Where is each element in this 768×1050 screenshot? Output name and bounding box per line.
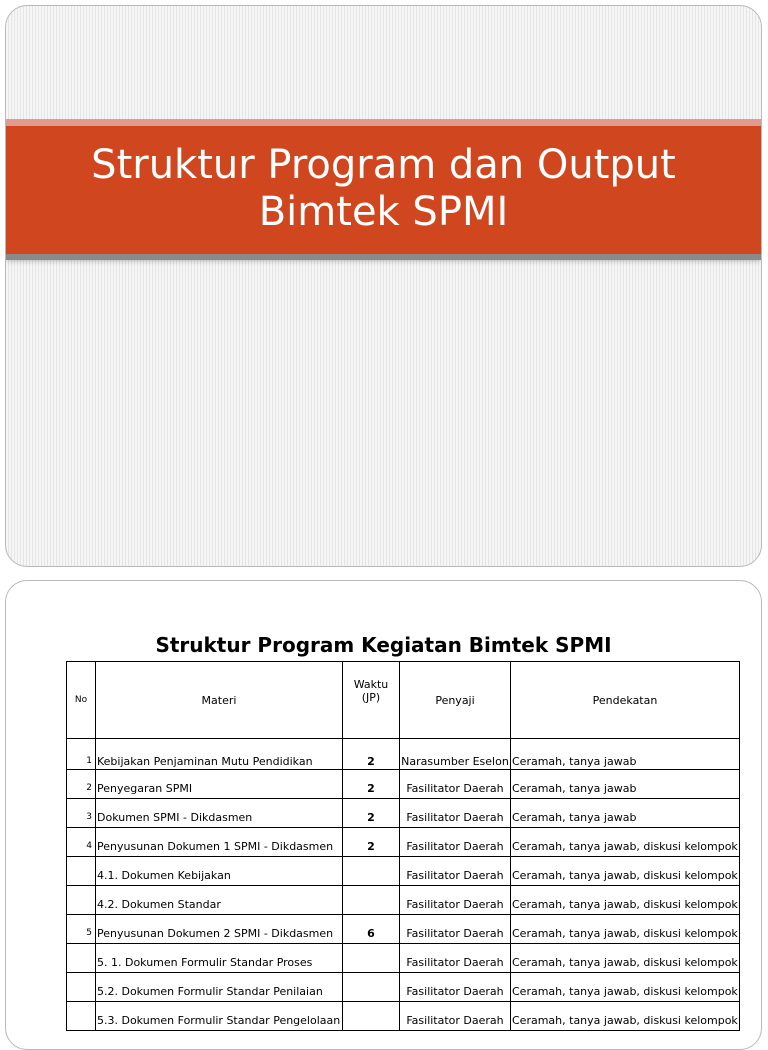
cell-no xyxy=(67,973,96,1002)
cell-pendekatan: Ceramah, tanya jawab, diskusi kelompok xyxy=(511,1002,740,1031)
cell-penyaji: Fasilitator Daerah xyxy=(400,857,511,886)
cell-materi: 4.1. Dokumen Kebijakan xyxy=(96,857,343,886)
cell-no: 4 xyxy=(67,828,96,857)
slide-title: Struktur Program dan Output Bimtek SPMI xyxy=(91,142,676,235)
cell-materi: Dokumen SPMI - Dikdasmen xyxy=(96,799,343,828)
cell-penyaji: Fasilitator Daerah xyxy=(400,944,511,973)
table-header-row xyxy=(67,662,740,739)
cell-no xyxy=(67,886,96,915)
cell-penyaji: Fasilitator Daerah xyxy=(400,915,511,944)
title-band-top-stripe xyxy=(6,119,761,126)
cell-no xyxy=(67,944,96,973)
table-row xyxy=(67,944,740,973)
cell-pendekatan: Ceramah, tanya jawab, diskusi kelompok xyxy=(511,857,740,886)
cell-penyaji: Fasilitator Daerah xyxy=(400,828,511,857)
table-row xyxy=(67,770,740,799)
cell-no xyxy=(67,1002,96,1031)
cell-waktu: 2 xyxy=(343,770,400,799)
cell-materi: Penyusunan Dokumen 1 SPMI - Dikdasmen xyxy=(96,828,343,857)
cell-waktu xyxy=(343,857,400,886)
cell-no: 2 xyxy=(67,770,96,799)
table-row xyxy=(67,739,740,770)
cell-pendekatan: Ceramah, tanya jawab, diskusi kelompok xyxy=(511,886,740,915)
table-title: Struktur Program Kegiatan Bimtek SPMI xyxy=(155,633,612,657)
table-row xyxy=(67,799,740,828)
cell-penyaji: Narasumber Eselon xyxy=(400,739,511,770)
cell-pendekatan: Ceramah, tanya jawab xyxy=(511,770,740,799)
cell-pendekatan: Ceramah, tanya jawab, diskusi kelompok xyxy=(511,973,740,1002)
cell-penyaji: Fasilitator Daerah xyxy=(400,973,511,1002)
cell-materi: 5.3. Dokumen Formulir Standar Pengelolaan xyxy=(96,1002,343,1031)
table-row xyxy=(67,857,740,886)
table-row xyxy=(67,915,740,944)
title-slide xyxy=(5,5,762,567)
cell-materi: 5. 1. Dokumen Formulir Standar Proses xyxy=(96,944,343,973)
cell-waktu: 6 xyxy=(343,915,400,944)
title-band-bottom-stripe xyxy=(6,254,761,260)
cell-penyaji: Fasilitator Daerah xyxy=(400,1002,511,1031)
cell-waktu: 2 xyxy=(343,739,400,770)
cell-waktu xyxy=(343,944,400,973)
cell-penyaji: Fasilitator Daerah xyxy=(400,799,511,828)
table-row xyxy=(67,886,740,915)
table-row xyxy=(67,828,740,857)
cell-no xyxy=(67,857,96,886)
header-waktu: Waktu (JP) xyxy=(343,662,400,739)
cell-materi: 4.2. Dokumen Standar xyxy=(96,886,343,915)
cell-waktu xyxy=(343,973,400,1002)
table-row xyxy=(67,973,740,1002)
cell-penyaji: Fasilitator Daerah xyxy=(400,770,511,799)
header-no: No xyxy=(67,662,96,739)
header-penyaji: Penyaji xyxy=(400,662,511,739)
header-materi: Materi xyxy=(96,662,343,739)
cell-waktu: 2 xyxy=(343,799,400,828)
cell-no: 1 xyxy=(67,739,96,770)
cell-materi: Penyusunan Dokumen 2 SPMI - Dikdasmen xyxy=(96,915,343,944)
cell-pendekatan: Ceramah, tanya jawab xyxy=(511,739,740,770)
cell-pendekatan: Ceramah, tanya jawab, diskusi kelompok xyxy=(511,944,740,973)
cell-materi: Kebijakan Penjaminan Mutu Pendidikan xyxy=(96,739,343,770)
program-table xyxy=(66,661,740,1031)
cell-penyaji: Fasilitator Daerah xyxy=(400,886,511,915)
table-slide xyxy=(5,580,762,1050)
cell-materi: Penyegaran SPMI xyxy=(96,770,343,799)
cell-materi: 5.2. Dokumen Formulir Standar Penilaian xyxy=(96,973,343,1002)
cell-waktu xyxy=(343,886,400,915)
cell-waktu: 2 xyxy=(343,828,400,857)
header-pendekatan: Pendekatan xyxy=(511,662,740,739)
cell-pendekatan: Ceramah, tanya jawab xyxy=(511,799,740,828)
table-row xyxy=(67,1002,740,1031)
cell-pendekatan: Ceramah, tanya jawab, diskusi kelompok xyxy=(511,915,740,944)
cell-pendekatan: Ceramah, tanya jawab, diskusi kelompok xyxy=(511,828,740,857)
cell-no: 3 xyxy=(67,799,96,828)
cell-waktu xyxy=(343,1002,400,1031)
cell-no: 5 xyxy=(67,915,96,944)
